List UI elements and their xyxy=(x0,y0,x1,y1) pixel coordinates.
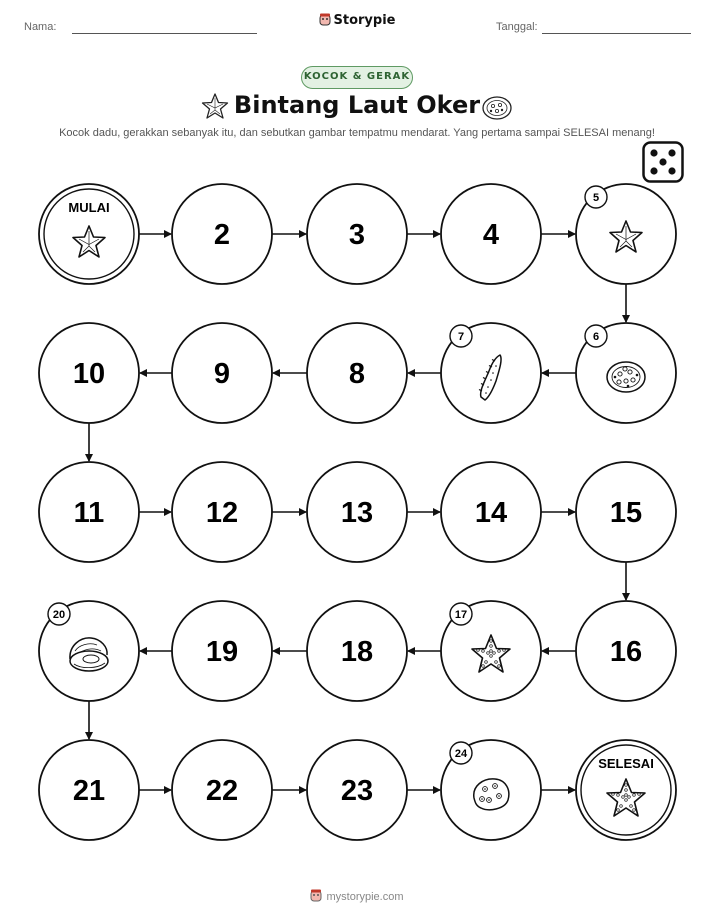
board-cell-9[interactable] xyxy=(172,323,272,423)
cell-number: 22 xyxy=(205,775,239,807)
board-cell-23[interactable] xyxy=(307,740,407,840)
storypie-mascot-icon xyxy=(310,889,322,902)
sea-biscuit-icon xyxy=(474,779,509,810)
board-cell-16[interactable] xyxy=(576,601,676,701)
footer-url[interactable]: mystorypie.com xyxy=(326,891,404,903)
cell-number: 8 xyxy=(348,358,366,390)
page-title: Bintang Laut Oker xyxy=(233,91,481,119)
name-label: Nama: xyxy=(24,21,57,33)
board-cell-21[interactable] xyxy=(39,740,139,840)
cell-number: 15 xyxy=(609,497,643,529)
cell-number: 14 xyxy=(474,497,508,529)
category-badge: KOCOK & GERAK xyxy=(301,66,413,89)
cell-number: 19 xyxy=(205,636,239,668)
board-cell-15[interactable] xyxy=(576,462,676,562)
board-cell-5[interactable] xyxy=(576,184,676,284)
board-cell-17[interactable] xyxy=(441,601,541,701)
board-cell-4[interactable] xyxy=(441,184,541,284)
start-cell[interactable] xyxy=(39,184,139,284)
finish-cell[interactable] xyxy=(576,740,676,840)
cell-number-badge: 20 xyxy=(52,609,66,621)
cell-number-badge: 24 xyxy=(454,748,468,760)
footer xyxy=(0,889,714,903)
cell-number-badge: 5 xyxy=(592,192,600,204)
board-cell-13[interactable] xyxy=(307,462,407,562)
cell-number-badge: 6 xyxy=(592,331,600,343)
board-cell-11[interactable] xyxy=(39,462,139,562)
cell-number: 4 xyxy=(482,219,500,251)
board-cell-7[interactable] xyxy=(441,323,541,423)
clam-icon xyxy=(70,638,108,671)
board-cell-18[interactable] xyxy=(307,601,407,701)
cell-number-badge: 17 xyxy=(454,609,468,621)
cookie-star-icon xyxy=(607,362,645,392)
cell-number: 12 xyxy=(205,497,239,529)
board-cell-8[interactable] xyxy=(307,323,407,423)
board-cell-22[interactable] xyxy=(172,740,272,840)
board-cell-10[interactable] xyxy=(39,323,139,423)
board-cell-6[interactable] xyxy=(576,323,676,423)
board-cell-12[interactable] xyxy=(172,462,272,562)
date-label: Tanggal: xyxy=(496,21,538,33)
cell-number: 2 xyxy=(213,219,231,251)
board-cell-19[interactable] xyxy=(172,601,272,701)
cell-label: SELESAI xyxy=(598,756,654,771)
cell-number: 11 xyxy=(73,497,105,529)
cell-number: 21 xyxy=(72,775,106,807)
cell-number: 3 xyxy=(348,219,366,251)
cell-number: 10 xyxy=(72,358,106,390)
cell-number: 9 xyxy=(213,358,231,390)
cell-number: 13 xyxy=(340,497,374,529)
cell-number-badge: 7 xyxy=(457,331,465,343)
board-cell-20[interactable] xyxy=(39,601,139,701)
cell-number: 23 xyxy=(340,775,374,807)
board-cell-2[interactable] xyxy=(172,184,272,284)
cell-number: 18 xyxy=(340,636,374,668)
cell-number: 16 xyxy=(609,636,643,668)
board-cell-24[interactable] xyxy=(441,740,541,840)
cell-label: MULAI xyxy=(68,200,110,215)
board-cell-3[interactable] xyxy=(307,184,407,284)
brand-name: Storypie xyxy=(333,13,396,28)
instructions: Kocok dadu, gerakkan sebanyak itu, dan sebutkan gambar tempatmu mendarat. Yang pertama sampai SELESAI menang! xyxy=(59,127,655,139)
board-cell-14[interactable] xyxy=(441,462,541,562)
